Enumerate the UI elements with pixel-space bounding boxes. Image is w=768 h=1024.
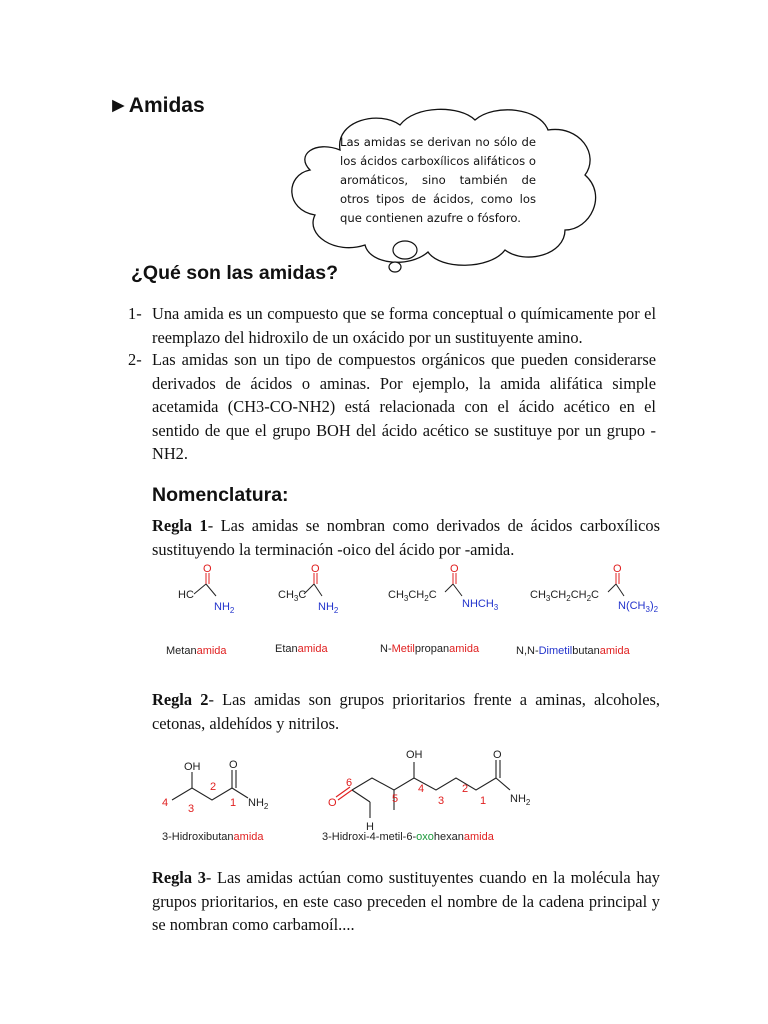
svg-text:NH2: $NH_2$: [510, 793, 531, 807]
structure-etanamida: [278, 563, 339, 615]
name-nn-dimetilbutanamida: N,N-Dimetilbutanamida: [516, 645, 630, 657]
rule-label: Regla 3: [152, 868, 206, 887]
svg-text:O: O: [311, 563, 320, 575]
cloud-bubble-large: [393, 241, 417, 259]
section-heading-que-son: ¿Qué son las amidas?: [131, 262, 338, 284]
svg-text:6: 6: [346, 777, 353, 789]
name-metanamida: Metanamida: [166, 645, 227, 657]
svg-text:4: 4: [162, 797, 169, 809]
svg-text:5: 5: [392, 793, 399, 805]
name-n-metilpropanamida: N-Metilpropanamida: [380, 643, 480, 655]
structure-nn-dimetilbutanamida: [530, 563, 659, 614]
svg-text:CH3CH2C: $CH_3CH_2C$: [388, 589, 437, 603]
svg-text:NHCH3: $NHCH_3$: [462, 598, 499, 612]
svg-text:2: 2: [210, 781, 217, 793]
svg-text:OH: OH: [406, 749, 423, 761]
structure-3-hidroxibutanamida: [162, 759, 269, 843]
svg-text:HC: HC: [178, 589, 194, 601]
structure-oxohexanamida: [322, 749, 531, 843]
rule-1: [152, 514, 660, 561]
svg-text:4: 4: [418, 783, 425, 795]
svg-text:O: O: [328, 797, 337, 809]
svg-text:2: 2: [462, 783, 469, 795]
svg-text:OH: OH: [184, 761, 201, 773]
rule-text: - Las amidas se nombran como derivados de ácidos carboxílicos sustituyendo la terminación -oico del ácido por -amida.: [152, 516, 660, 559]
svg-text:O: O: [203, 563, 212, 575]
rule-3: [152, 866, 660, 937]
list-text: Las amidas son un tipo de compuestos orgánicos que pueden considerarse derivados de ácidos o aminas. Por ejemplo, la amida alifática simple acetamida (CH3-CO-NH2) está relacionada con el ácido acético en el sentido de que el grupo BOH del ácido acético se sustituye por un grupo -NH2.: [152, 350, 656, 463]
svg-text:O: O: [450, 563, 459, 575]
rule-text: - Las amidas actúan como sustituyentes cuando en la molécula hay grupos prioritarios, en este caso preceden el nombre de la cadena principal y se nombran como carbamoíl....: [152, 868, 660, 934]
structure-metanamida: [178, 563, 235, 615]
list-number: 1-: [128, 304, 142, 323]
cloud-bubble-small: [389, 262, 401, 272]
svg-text:CH3CH2CH2C: $CH_3CH_2CH_2C$: [530, 589, 599, 603]
structures-row-2: [150, 740, 570, 860]
structure-n-metilpropanamida: [388, 563, 499, 612]
svg-text:O: O: [613, 563, 622, 575]
structures-row-1: [150, 562, 680, 662]
rule-2: [152, 688, 660, 735]
name-etanamida: Etanamida: [275, 643, 328, 655]
svg-text:N(CH3)2: $N(CH_3)_2$: [618, 600, 659, 614]
svg-text:3-Hidroxibutanamida: 3-Hidroxibutanamida: [162, 831, 264, 843]
list-text: Una amida es un compuesto que se forma conceptual o químicamente por el reemplazo del hidroxilo de un oxácido por un sustituyente amino.: [152, 304, 656, 347]
svg-text:O: O: [229, 759, 238, 771]
svg-text:NH2: $NH_2$: [318, 601, 339, 615]
cloud-text: Las amidas se derivan no sólo de los ácidos carboxílicos alifáticos o aromáticos, sino también de otros tipos de ácidos, como los que contienen azufre o fósforo.: [340, 135, 536, 225]
svg-text:3-Hidroxi-4-metil-6-oxohexanam: 3-Hidroxi-4-metil-6-oxohexanamida: [322, 831, 494, 843]
svg-text:NH2: $NH_2$: [248, 797, 269, 811]
svg-text:3: 3: [188, 803, 195, 815]
svg-text:1: 1: [480, 795, 487, 807]
svg-text:1: 1: [230, 797, 237, 809]
page-title: ►Amidas: [108, 94, 205, 117]
section-heading-nomenclatura: Nomenclatura:: [152, 484, 289, 506]
rule-label: Regla 1: [152, 516, 208, 535]
list-number: 2-: [128, 350, 142, 369]
svg-text:CH3C: $CH_3C$: [278, 589, 307, 603]
svg-text:NH2: $NH_2$: [214, 601, 235, 615]
svg-text:3: 3: [438, 795, 445, 807]
rule-label: Regla 2: [152, 690, 209, 709]
svg-text:O: O: [493, 749, 502, 761]
rule-text: - Las amidas son grupos prioritarios frente a aminas, alcoholes, cetonas, aldehídos y nitrilos.: [152, 690, 660, 733]
svg-text:H: H: [366, 821, 374, 833]
